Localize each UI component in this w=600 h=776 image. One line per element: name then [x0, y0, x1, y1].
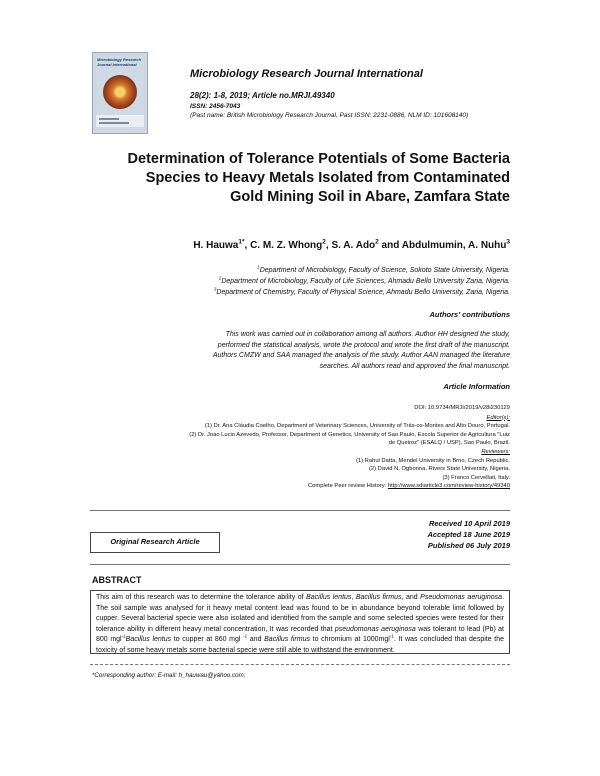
abstract-superscript: -1 — [389, 634, 394, 640]
affiliation-text: Department of Chemistry, Faculty of Physical Science, Ahmadu Bello University, Zaria, Nigeria. — [216, 289, 510, 296]
author-affiliation-mark: 2 — [322, 238, 326, 246]
published-date: Published 06 July 2019 — [427, 541, 510, 550]
author: C. M. Z. Whong — [250, 240, 323, 251]
abstract-heading: ABSTRACT — [92, 575, 142, 585]
footnote-divider — [90, 664, 510, 665]
received-date: Received 10 April 2019 — [428, 519, 510, 528]
affiliation — [100, 265, 510, 276]
reviewers-label: Reviewers: — [481, 448, 510, 455]
abstract-segment: was tolerant to lead (Pb) at 800 mgl — [96, 625, 504, 644]
abstract-species-name: pseudomonas aeruginosa — [334, 625, 416, 633]
article-information — [90, 404, 510, 491]
contributions-line: performed the statistical analysis, wrote the protocol and wrote the first draft of the manuscript. — [217, 341, 510, 349]
author: S. A. Ado — [331, 240, 376, 251]
abstract-segment: , — [351, 594, 356, 601]
reviewer-line: (2) David N. Ogbonna, Rivers State University, Nigeria. — [368, 466, 510, 473]
abstract-segment: and — [247, 636, 265, 644]
former-journal-name: (Past name: British Microbiology Research Journal, Past ISSN: 2231-0886, NLM ID: 101608140) — [190, 112, 469, 119]
peer-review-link[interactable]: http://www.sdiarticle3.com/review-history/49340 — [387, 483, 510, 490]
peer-review-history — [90, 482, 510, 491]
cover-artwork — [103, 75, 137, 109]
affiliations — [100, 265, 510, 298]
contributions-heading: Authors' contributions — [429, 310, 510, 319]
editor-line: (1) Dr. Ana Cláudia Coelho, Department of Veterinary Sciences, University of Trás-os-Montes and Alto Douro, Portugal. — [204, 423, 510, 430]
affiliation — [100, 287, 510, 298]
abstract-segment: to cupper at 860 mgl — [171, 636, 244, 644]
article-type-box — [90, 532, 220, 553]
affiliation-mark: 1 — [257, 264, 260, 270]
abstract-text — [96, 593, 504, 657]
author-list — [110, 240, 510, 251]
publication-dates — [330, 518, 510, 551]
article-type: Original Research Article — [110, 537, 200, 546]
divider — [90, 564, 510, 565]
abstract-segment: . The soil sample was analysed for it heavy metal content lead was found to be in abundance beyond tolerable limit followed by cupper. Several bacterial specie were also isolated and identified from the sample and some selected species were tested for their tolerance ability in different heavy metal concentration, It was recorded that — [96, 594, 505, 633]
author-separator: , — [244, 240, 251, 251]
contributions-line: Authors CMZW and SAA managed the analysis of the study. Author AAN managed the literature — [212, 352, 510, 359]
contributions-line: This work was carried out in collaboration among all authors. Author HH designed the study, — [225, 331, 510, 338]
abstract-segment: , and — [401, 594, 421, 601]
abstract-superscript: -1 — [243, 634, 248, 640]
peer-review-label: Complete Peer review History: — [307, 483, 388, 490]
author-affiliation-mark: 3 — [506, 238, 510, 246]
cover-footer-strip — [96, 115, 144, 127]
journal-name: Microbiology Research Journal International — [190, 68, 423, 80]
abstract-species-name: Bacillus firmus — [264, 636, 310, 644]
author-affiliation-mark: 1* — [238, 238, 245, 246]
abstract-segment: to chromium at 1000mgl — [309, 636, 390, 644]
author-separator: , — [325, 240, 332, 251]
reviewer-line: (1) Rahul Datta, Mendel University in Brno, Czech Republic. — [355, 457, 510, 464]
paper-title: Determination of Tolerance Potentials of Some Bacteria Species to Heavy Metals Isolated from Contaminated Gold Mining Soil in Abare, Zamfara State — [127, 151, 510, 205]
affiliation — [100, 276, 510, 287]
editor-line: (2) Dr. Joao Lucio Azevedo, Professor, Department of Genetics, University of Sao Paulo, Escola Superior de Agricultura "Luiz — [189, 431, 510, 438]
corresponding-author-footnote: *Corresponding author: E-mail: h_hauwau@yahoo.com; — [92, 672, 246, 679]
editor-line: de Queiroz" (ESALQ / USP), Sao Paulo, Brazil. — [388, 440, 510, 447]
author-separator: and — [378, 240, 402, 251]
accepted-date: Accepted 18 June 2019 — [427, 530, 510, 539]
abstract-superscript: -1 — [121, 634, 126, 640]
author: Abdulmumin, A. Nuhu — [401, 240, 507, 251]
abstract-box — [90, 590, 510, 654]
author: H. Hauwa — [193, 240, 239, 251]
affiliation-mark: 3 — [213, 286, 217, 292]
affiliation-text: Department of Microbiology, Faculty of Life Sciences, Ahmadu Bello University Zaria, Nigeria. — [221, 278, 510, 285]
editors-label: Editor(s): — [486, 414, 510, 421]
contributions-line: searches. All authors read and approved the final manuscript. — [319, 362, 510, 370]
issue-info: 28(2): 1-8, 2019; Article no.MRJI.49340 — [190, 91, 335, 100]
abstract-species-name: Bacillus firmus — [355, 594, 402, 601]
article-information-heading: Article Information — [443, 382, 510, 391]
issn: ISSN: 2456-7043 — [190, 103, 241, 110]
affiliation-text: Department of Microbiology, Faculty of Science, Sokoto State University, Nigeria. — [259, 267, 510, 274]
journal-cover-image — [92, 52, 148, 134]
abstract-species-name: Bacillus lentus — [306, 594, 352, 601]
abstract-segment: . It was concluded that despite the toxicity of some heavy metals some bacterial specie were still able to withstand the environment. — [96, 636, 505, 654]
affiliation-mark: 2 — [218, 275, 222, 281]
abstract-segment: This aim of this research was to determine the tolerance ability of — [96, 594, 307, 601]
cover-title: Microbiology Research Journal International — [97, 57, 142, 67]
contributions-text — [100, 330, 510, 372]
reviewer-line: (3) Franco Cervellati, Italy. — [442, 474, 510, 481]
divider — [90, 510, 510, 511]
abstract-species-name: Pseudomonas aeruginosa — [420, 594, 503, 601]
author-affiliation-mark: 2 — [375, 238, 379, 246]
abstract-species-name: Bacillus lentus — [125, 636, 172, 644]
doi: DOI: 10.9734/MRJI/2019/v28i230129 — [414, 405, 510, 411]
